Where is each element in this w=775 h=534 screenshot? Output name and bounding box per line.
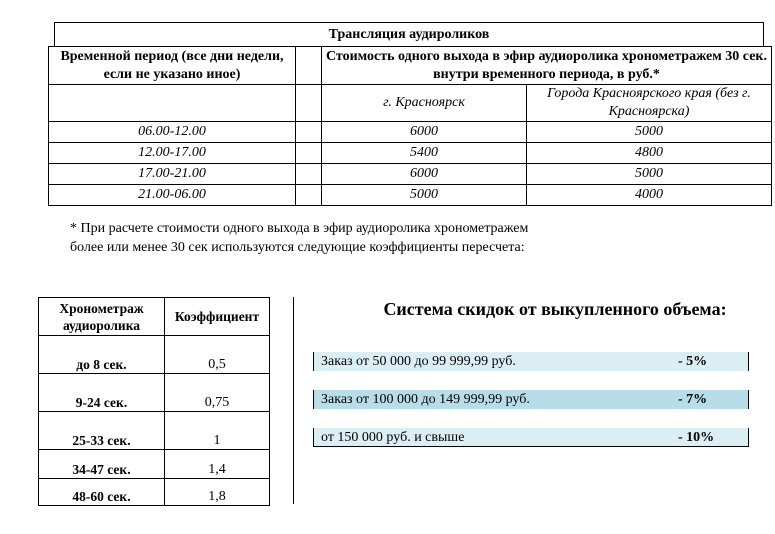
header-duration: Хронометраж аудиоролика bbox=[39, 298, 165, 336]
discount-label: Заказ от 100 000 до 149 999,99 руб. bbox=[321, 392, 530, 407]
footnote-line-2: более или менее 30 сек используются следующие коэффициенты пересчета: bbox=[70, 240, 525, 255]
discount-label: от 150 000 руб. и свыше bbox=[321, 430, 465, 445]
period-cell: 21.00-06.00 bbox=[49, 185, 296, 206]
coefficient-cell: 1,8 bbox=[165, 479, 270, 506]
subheader-region: Города Красноярского края (без г. Красноярска) bbox=[527, 85, 772, 122]
footnote bbox=[70, 219, 630, 257]
discounts-title: Система скидок от выкупленного объема: bbox=[383, 299, 727, 319]
duration-cell: 25-33 сек. bbox=[39, 412, 165, 450]
city-price-cell: 6000 bbox=[322, 164, 527, 185]
header-period: Временной период (все дни недели, если не указано иное) bbox=[49, 47, 296, 85]
empty-cell bbox=[296, 185, 322, 206]
duration-cell: 48-60 сек. bbox=[39, 479, 165, 506]
coefficient-cell: 0,75 bbox=[165, 374, 270, 412]
footnote-line-1: * При расчете стоимости одного выхода в эфир аудиоролика хронометражем bbox=[70, 221, 529, 236]
broadcast-price-table bbox=[48, 46, 772, 206]
coef-row bbox=[39, 412, 270, 450]
discount-item bbox=[313, 390, 749, 409]
discount-value: - 10% bbox=[678, 430, 715, 445]
table-row bbox=[49, 185, 772, 206]
discount-value: - 5% bbox=[678, 354, 708, 369]
empty-cell bbox=[296, 47, 322, 85]
empty-cell bbox=[296, 164, 322, 185]
discount-item bbox=[313, 352, 749, 371]
duration-cell: до 8 сек. bbox=[39, 336, 165, 374]
discount-value: - 7% bbox=[678, 392, 708, 407]
coef-row bbox=[39, 374, 270, 412]
period-cell: 06.00-12.00 bbox=[49, 122, 296, 143]
coefficient-cell: 1,4 bbox=[165, 450, 270, 479]
region-price-cell: 5000 bbox=[527, 122, 772, 143]
header-coefficient: Коэффициент bbox=[165, 298, 270, 336]
table-header-row bbox=[49, 47, 772, 85]
empty-cell bbox=[296, 85, 322, 122]
coef-row bbox=[39, 479, 270, 506]
region-price-cell: 4000 bbox=[527, 185, 772, 206]
duration-cell: 9-24 сек. bbox=[39, 374, 165, 412]
city-price-cell: 5000 bbox=[322, 185, 527, 206]
city-price-cell: 5400 bbox=[322, 143, 527, 164]
table-subheader-row bbox=[49, 85, 772, 122]
table-row bbox=[49, 122, 772, 143]
discount-item bbox=[313, 428, 749, 447]
table-row bbox=[49, 164, 772, 185]
region-price-cell: 5000 bbox=[527, 164, 772, 185]
city-price-cell: 6000 bbox=[322, 122, 527, 143]
coefficient-table bbox=[38, 297, 270, 506]
broadcast-table-title: Трансляция аудироликов bbox=[54, 22, 764, 47]
header-cost: Стоимость одного выхода в эфир аудиоролика хронометражем 30 сек. внутри временного периода, в руб.* bbox=[322, 47, 772, 85]
region-price-cell: 4800 bbox=[527, 143, 772, 164]
period-cell: 17.00-21.00 bbox=[49, 164, 296, 185]
coefficient-cell: 0,5 bbox=[165, 336, 270, 374]
duration-cell: 34-47 сек. bbox=[39, 450, 165, 479]
discount-label: Заказ от 50 000 до 99 999,99 руб. bbox=[321, 354, 516, 369]
table-row bbox=[49, 143, 772, 164]
empty-cell bbox=[296, 143, 322, 164]
vertical-divider bbox=[293, 297, 294, 504]
subheader-city: г. Красноярск bbox=[322, 85, 527, 122]
coef-header-row bbox=[39, 298, 270, 336]
coefficient-cell: 1 bbox=[165, 412, 270, 450]
coef-row bbox=[39, 450, 270, 479]
period-cell: 12.00-17.00 bbox=[49, 143, 296, 164]
coef-row bbox=[39, 336, 270, 374]
empty-cell bbox=[296, 122, 322, 143]
empty-cell bbox=[49, 85, 296, 122]
